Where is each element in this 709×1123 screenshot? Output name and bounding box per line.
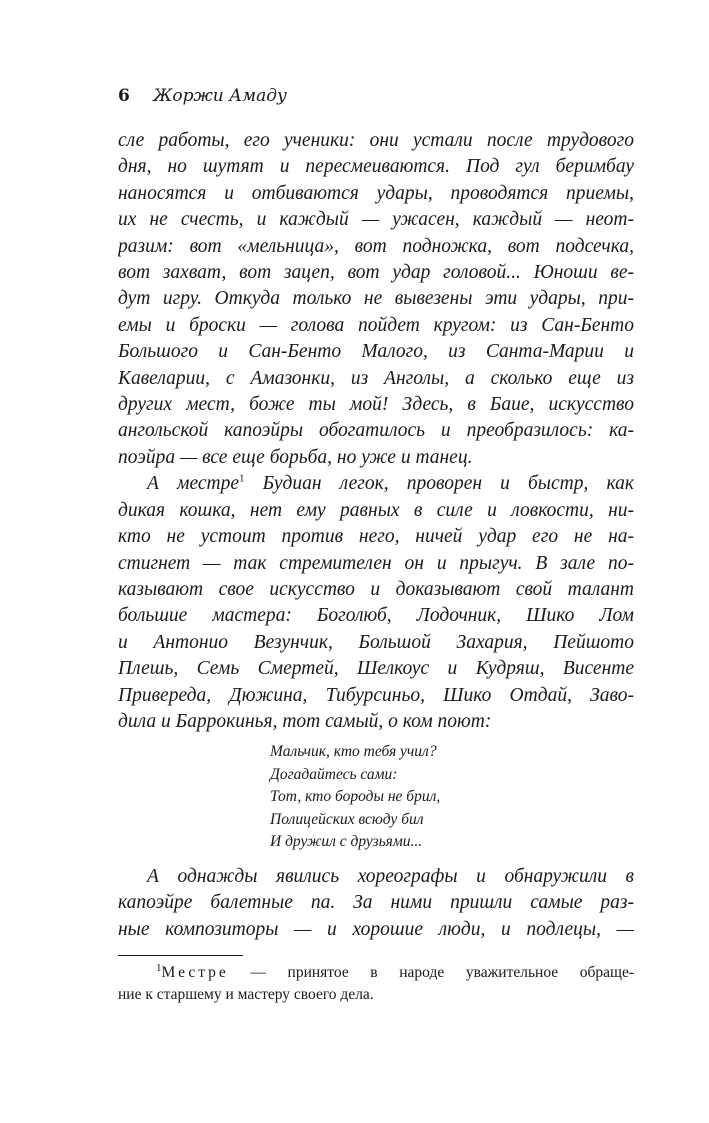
text-line: других мест, боже ты мой! Здесь, в Баие, искусство xyxy=(118,394,634,416)
text-line: дикая кошка, нет ему равных в силе и ловкости, ни- xyxy=(118,499,634,521)
footnote-text: — принятое в народе уважительное обраще- xyxy=(228,964,634,981)
footnote xyxy=(118,962,634,1006)
text-line: дила и Баррокинья, тот самый, о ком поют: xyxy=(118,710,492,732)
text-line: А однажды явились хореографы и обнаружили в xyxy=(147,866,634,887)
text-line xyxy=(118,471,634,497)
text-line: большие мастера: Боголюб, Лодочник, Шико Лом xyxy=(118,605,634,627)
footnote-divider xyxy=(118,955,243,956)
page-header xyxy=(118,86,634,110)
text-line: стигнет — так стремителен он и прыгуч. В зале по- xyxy=(118,552,634,574)
running-head: Жоржи Амаду xyxy=(153,86,287,106)
paragraph-3 xyxy=(118,864,634,943)
verse-line: И дружил с друзьями... xyxy=(270,833,423,851)
page-number: 6 xyxy=(118,86,130,106)
text-line: разим: вот «мельница», вот подножка, вот подсечка, xyxy=(118,235,634,257)
verse-block xyxy=(270,741,440,854)
text-line: ные композиторы — и хорошие люди, и подлецы, — xyxy=(118,918,634,940)
text-line: их не счесть, и каждый — ужасен, каждый — неот- xyxy=(118,209,634,231)
text-line: дут игру. Откуда только не вывезены эти удары, при- xyxy=(118,288,634,310)
book-page xyxy=(118,0,634,1123)
text-fragment: Будиан легок, проворен и быстр, как xyxy=(244,473,634,495)
footnote-number: 1 xyxy=(156,961,162,974)
verse-line: Догадайтесь сами: xyxy=(270,765,398,783)
text-line: и Антонио Везунчик, Большой Захария, Пейшото xyxy=(118,631,634,653)
text-line: Плешь, Семь Смертей, Шелкоус и Кудряш, Висенте xyxy=(118,658,634,680)
footnote-reference: 1 xyxy=(239,472,245,485)
verse-line: Тот, кто бороды не брил, xyxy=(270,788,441,806)
text-line: наносятся и отбиваются удары, проводятся приемы, xyxy=(118,182,634,204)
text-line: емы и броски — голова пойдет кругом: из Сан-Бенто xyxy=(118,314,634,336)
text-line: Большого и Сан-Бенто Малого, из Санта-Марии и xyxy=(118,341,634,363)
footnote-line: ние к старшему и мастеру своего дела. xyxy=(118,986,374,1003)
footnote-line xyxy=(118,962,634,984)
footnote-term: Местре xyxy=(161,964,229,981)
paragraph-2 xyxy=(118,471,634,735)
text-line: сле работы, его ученики: они устали после трудового xyxy=(118,130,634,151)
text-line: кто не устоит против него, ничей удар его не на- xyxy=(118,526,634,548)
text-line: капоэйре балетные па. За ними пришли самые раз- xyxy=(118,892,634,914)
text-line: Кавеларии, с Амазонки, из Анголы, а сколько еще из xyxy=(118,367,634,389)
text-line: поэйра — все еще борьба, но уже и танец. xyxy=(118,446,473,468)
main-text-block xyxy=(118,128,634,735)
text-line: вот захват, вот зацеп, вот удар головой... Юноши ве- xyxy=(118,262,634,284)
text-fragment: А местре xyxy=(147,473,240,495)
text-line: ангольской капоэйры обогатилось и преобразилось: ка- xyxy=(118,420,634,442)
text-line: Привереда, Дюжина, Тибурсиньо, Шико Отдай, Заво- xyxy=(118,684,634,706)
verse-line: Полицейских всюду бил xyxy=(270,810,424,828)
text-line: дня, но шутят и пересмеиваются. Под гул беримбау xyxy=(118,156,634,178)
paragraph-1 xyxy=(118,128,634,471)
text-line: казывают свое искусство и доказывают свой талант xyxy=(118,578,634,600)
verse-line: Мальчик, кто тебя учил? xyxy=(270,743,437,760)
